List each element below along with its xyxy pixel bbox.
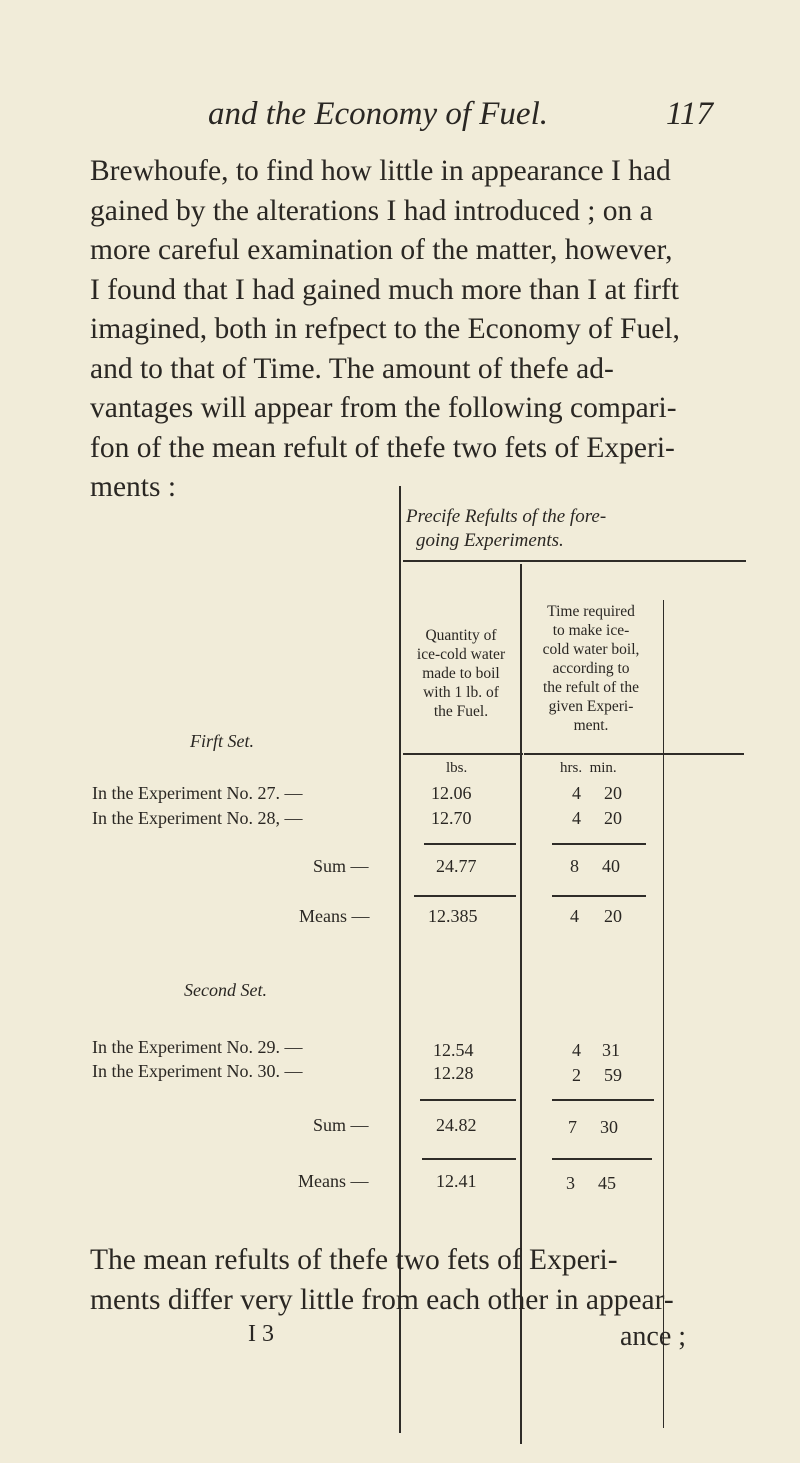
hrs-cell: 4: [572, 808, 581, 828]
row-label: In the Experiment No. 30. —: [92, 1061, 303, 1081]
qty-cell: 12.54: [433, 1040, 474, 1060]
min-cell: 31: [602, 1040, 620, 1060]
table-rule: [420, 1099, 516, 1101]
min-cell: 20: [604, 808, 622, 828]
table-rule: [414, 895, 516, 897]
text-line: and to that of Time. The amount of thefe ad-: [90, 352, 614, 385]
table-rule: [552, 895, 646, 897]
header-line: Quantity of: [425, 627, 497, 644]
page-number: 117: [666, 96, 714, 132]
running-head: [0, 96, 800, 136]
header-line: to make ice-: [552, 622, 630, 639]
unit-hrs-min: hrs. min.: [560, 760, 617, 776]
row-label: In the Experiment No. 29. —: [92, 1037, 303, 1057]
table-rule: [403, 753, 523, 755]
first-set-label: Firft Set.: [190, 731, 254, 751]
column-header-time: [521, 602, 661, 735]
text-line: vantages will appear from the following compari-: [90, 392, 677, 424]
catchword: ance ;: [620, 1321, 687, 1352]
hrs-cell: 4: [572, 783, 581, 803]
text-line: imagined, both in refpect to the Economy of Fuel,: [90, 313, 680, 345]
min-cell: 59: [604, 1065, 622, 1085]
hrs-cell: 4: [572, 1040, 581, 1060]
table-rule: [424, 843, 516, 845]
text-line: fon of the mean refult of thefe two fets of Experi-: [90, 431, 675, 464]
header-line: made to boil: [422, 665, 500, 682]
table-rule: [552, 843, 646, 845]
text-line: ments :: [90, 471, 177, 503]
column-header-quantity: [402, 626, 520, 721]
table-rule: [552, 1158, 652, 1160]
header-line: given Experi-: [548, 698, 634, 715]
means-label: Means —: [299, 906, 370, 926]
table-rule: [524, 753, 744, 755]
text-line: The mean refults of thefe two fets of Experi-: [90, 1244, 618, 1276]
signature-mark: I 3: [248, 1321, 274, 1347]
qty-cell: 12.41: [436, 1171, 477, 1191]
header-line: with 1 lb. of: [423, 684, 499, 701]
header-line: Time required: [547, 603, 635, 620]
header-line: the Fuel.: [433, 703, 489, 720]
text-line: Brewhoufe, to find how little in appearance I had: [90, 155, 671, 187]
closing-paragraph: [90, 1241, 740, 1320]
qty-cell: 12.70: [431, 808, 472, 828]
table-rule: [552, 1099, 654, 1101]
intro-paragraph: [90, 152, 730, 508]
row-label: In the Experiment No. 28, —: [92, 808, 303, 828]
qty-cell: 24.77: [436, 856, 477, 876]
caption-line: going Experiments.: [416, 530, 564, 551]
hrs-cell: 3: [566, 1173, 575, 1193]
min-cell: 40: [602, 856, 620, 876]
caption-line: Precife Refults of the fore-: [406, 506, 607, 527]
qty-cell: 12.385: [428, 906, 478, 926]
hrs-cell: 2: [572, 1065, 581, 1085]
text-line: gained by the alterations I had introduced ; on a: [90, 194, 653, 227]
min-cell: 20: [604, 783, 622, 803]
header-line: ice-cold water: [416, 646, 506, 663]
second-set-label: Second Set.: [184, 980, 267, 1000]
hrs-cell: 8: [570, 856, 579, 876]
means-label: Means —: [298, 1171, 369, 1191]
table-rule: [403, 560, 746, 562]
running-title: and the Economy of Fuel.: [208, 96, 548, 132]
qty-cell: 24.82: [436, 1115, 477, 1135]
header-line: ment.: [573, 717, 609, 734]
sum-label: Sum —: [313, 1115, 369, 1135]
qty-cell: 12.28: [433, 1063, 474, 1083]
text-line: ments differ very little from each other in appear-: [90, 1283, 674, 1316]
hrs-cell: 4: [570, 906, 579, 926]
row-label: In the Experiment No. 27. —: [92, 783, 303, 803]
header-line: according to: [552, 660, 630, 677]
min-cell: 45: [598, 1173, 616, 1193]
unit-lbs: lbs.: [446, 760, 468, 776]
min-cell: 20: [604, 906, 622, 926]
qty-cell: 12.06: [431, 783, 472, 803]
table-rule: [422, 1158, 516, 1160]
header-line: the refult of the: [543, 679, 639, 696]
text-line: I found that I had gained much more than I at firft: [90, 273, 679, 306]
header-line: cold water boil,: [542, 641, 640, 658]
sum-label: Sum —: [313, 856, 369, 876]
hrs-cell: 7: [568, 1117, 577, 1137]
table-caption: [406, 505, 746, 553]
text-line: more careful examination of the matter, however,: [90, 234, 673, 266]
min-cell: 30: [600, 1117, 618, 1137]
